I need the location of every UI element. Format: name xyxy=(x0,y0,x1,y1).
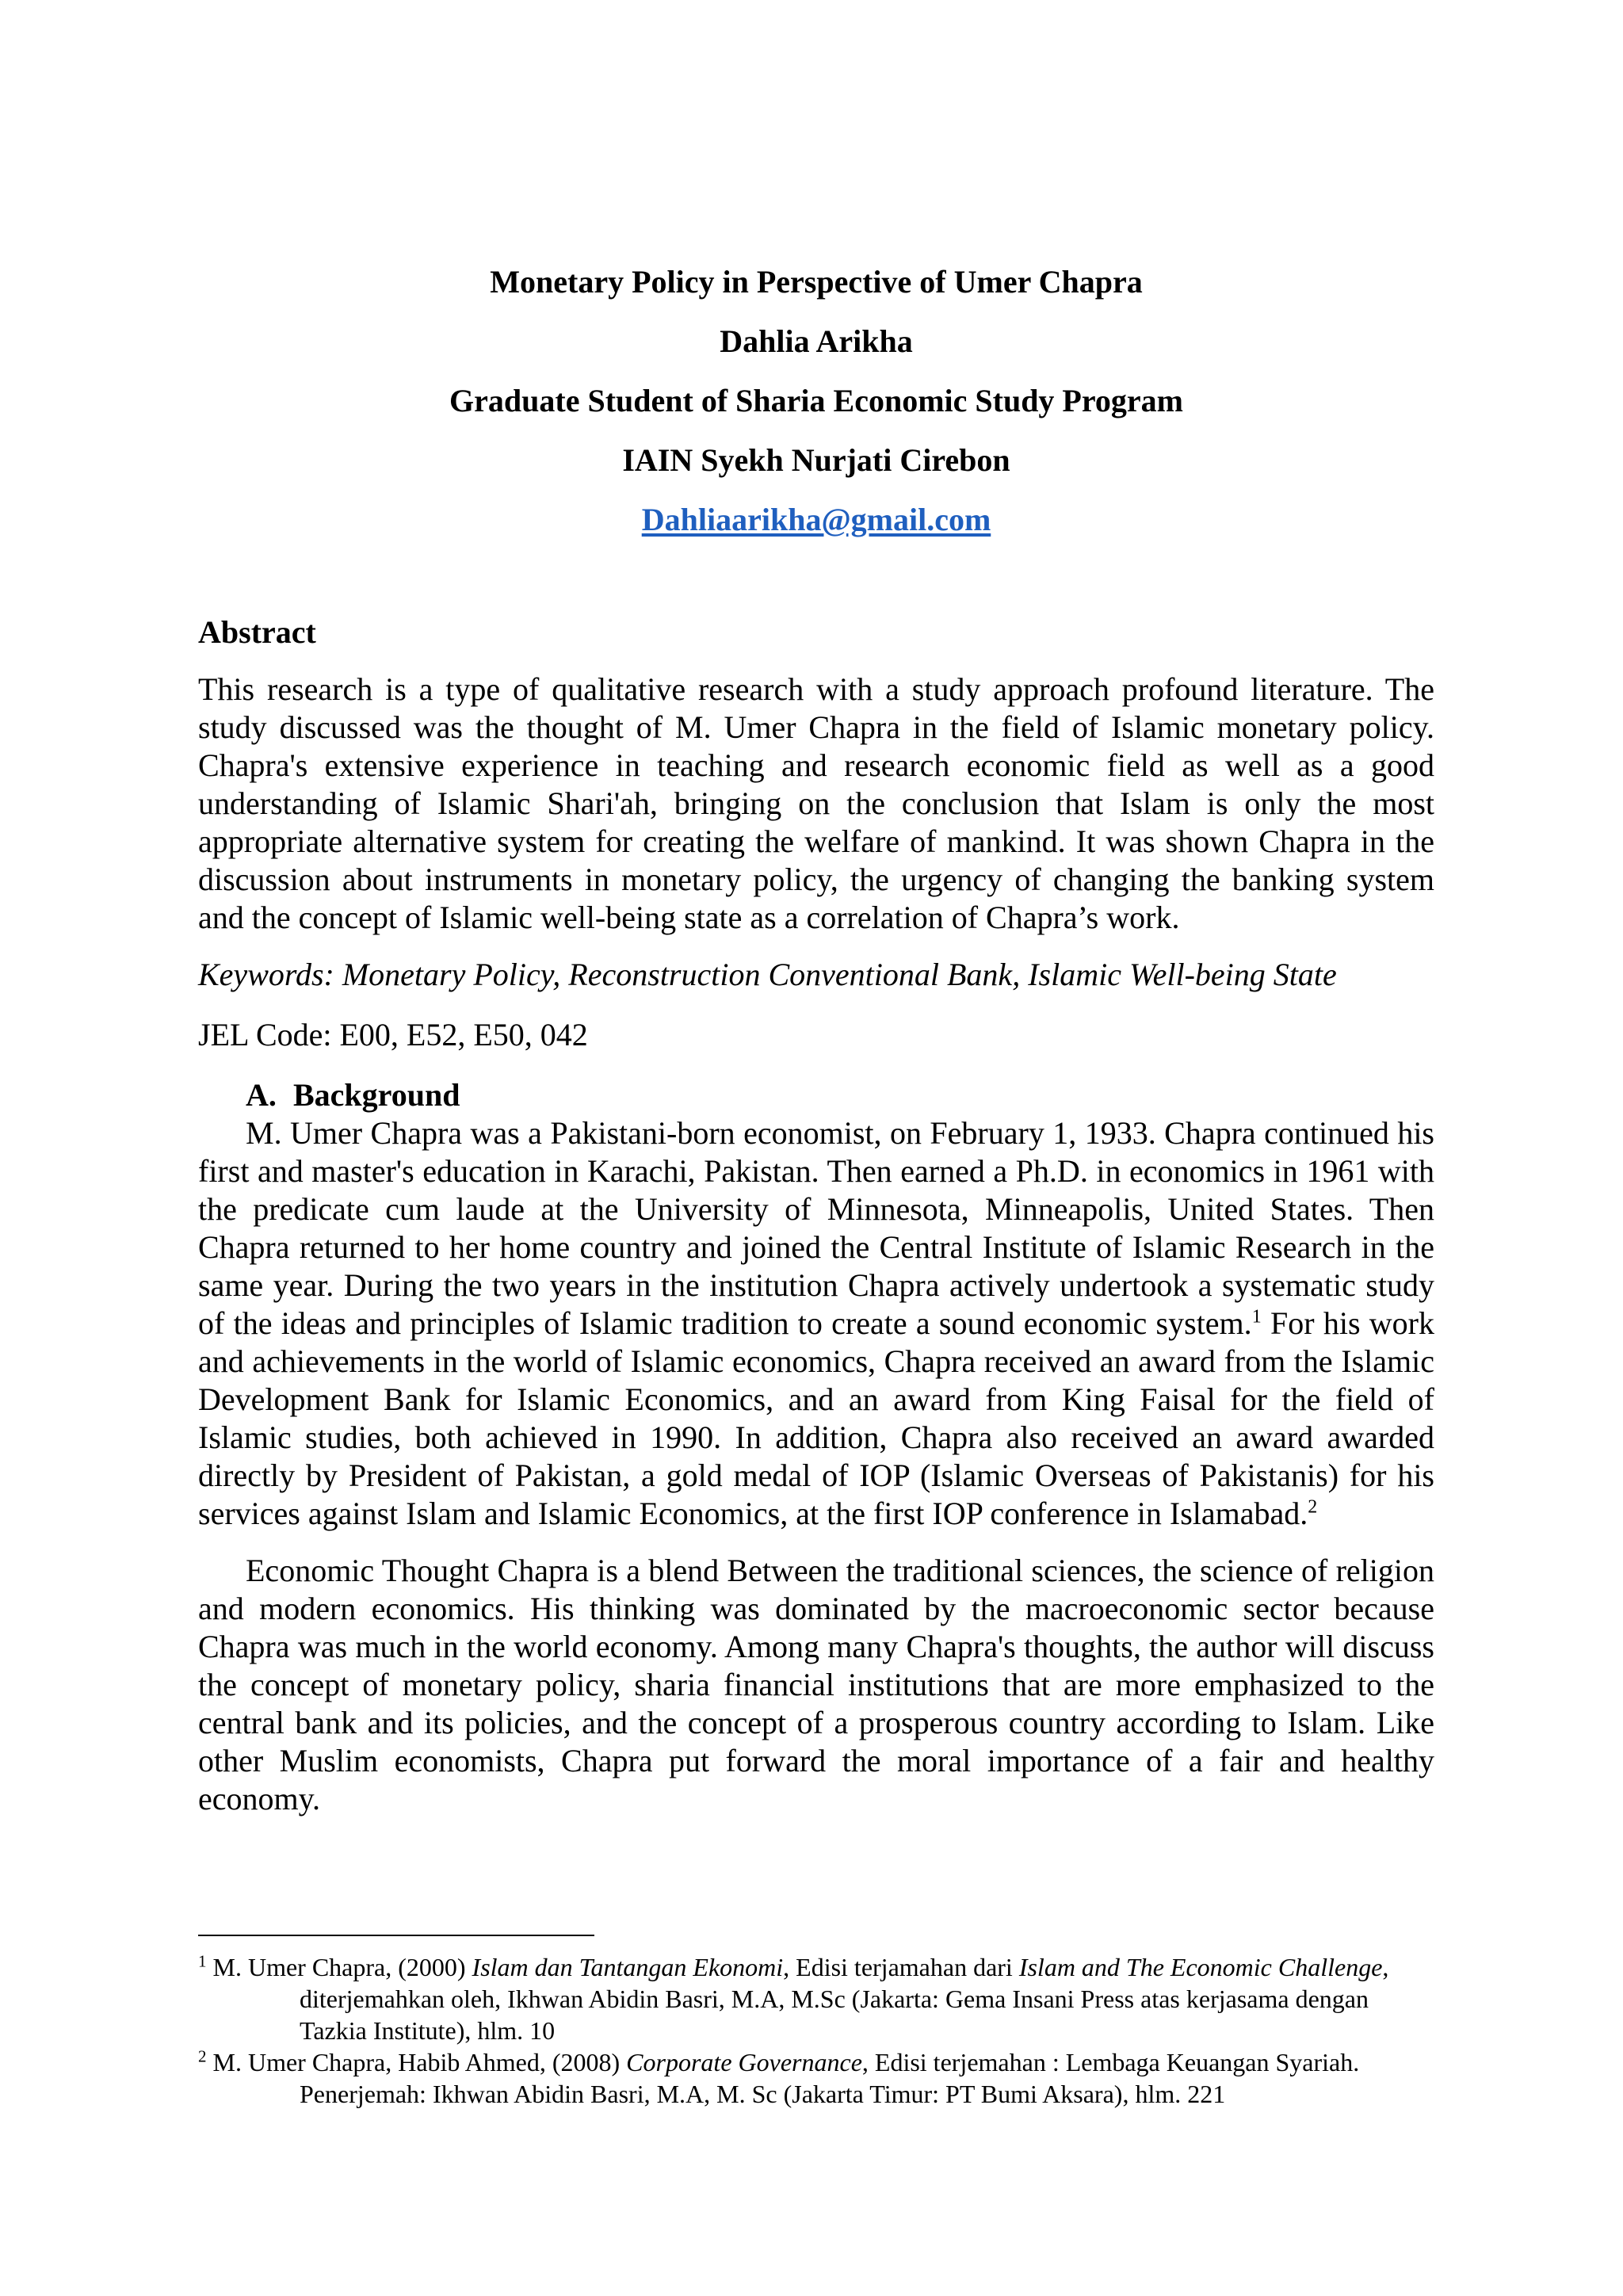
keywords-line: Keywords: Monetary Policy, Reconstruction Conventional Bank, Islamic Well-being State xyxy=(198,957,1337,992)
author-affiliation: Graduate Student of Sharia Economic Study Program xyxy=(449,383,1183,418)
footnote-2-tail: , Edisi terjemahan : Lembaga Keuangan Syariah. Penerjemah: Ikhwan Abidin Basri, M.A, M. Sc (Jakarta Timur: PT Bumi Aksara), hlm. 221 xyxy=(300,2048,1360,2108)
footnote-2-lead: M. Umer Chapra, Habib Ahmed, (2008) xyxy=(206,2048,627,2076)
author-institution: IAIN Syekh Nurjati Cirebon xyxy=(622,442,1010,478)
section-heading-background xyxy=(246,1076,1434,1114)
author-name: Dahlia Arikha xyxy=(720,323,913,359)
footnote-1-tail: , diterjemahkan oleh, Ikhwan Abidin Basri, M.A, M.Sc (Jakarta: Gema Insani Press atas kerjasama dengan Tazkia Institute), hlm. 10 xyxy=(300,1953,1389,2045)
abstract-text: This research is a type of qualitative research with a study approach profound literature. The study discussed was the thought of M. Umer Chapra in the field of Islamic monetary policy. Chapra's extensive experience in teaching and research economic field as well as a good understanding of Islamic Shari'ah, bringing on the conclusion that Islam is only the most appropriate alternative system for creating the welfare of mankind. It was shown Chapra in the discussion about instruments in monetary policy, the urgency of changing the banking system and the concept of Islamic well-being state as a correlation of Chapra’s work. xyxy=(198,671,1434,935)
footnote-1-title: Islam dan Tantangan Ekonomi xyxy=(472,1953,784,1981)
section-title: Background xyxy=(293,1077,460,1113)
footnote-ref-1[interactable]: 1 xyxy=(1251,1306,1262,1328)
paragraph-1-text-b: For his work and achievements in the world of Islamic economics, Chapra received an award from the Islamic Development Bank for Islamic Economics, and an award from King Faisal for the field of Islamic studies, both achieved in 1990. In addition, Chapra also received an award awarded directly by President of Pakistan, a gold medal of IOP (Islamic Overseas of Pakistanis) for his services against Islam and Islamic Economics, at the first IOP conference in Islamabad. xyxy=(198,1305,1435,1531)
paragraph-1-text-a: M. Umer Chapra was a Pakistani-born economist, on February 1, 1933. Chapra continued his first and master's education in Karachi, Pakistan. Then earned a Ph.D. in economics in 1961 with the predicate cum laude at the University of Minnesota, Minneapolis, United States. Then Chapra returned to her home country and joined the Central Institute of Islamic Research in the same year. During the two years in the institution Chapra actively undertook a systematic study of the ideas and principles of Islamic tradition to create a sound economic system. xyxy=(198,1115,1434,1341)
footnote-separator xyxy=(198,1935,594,1936)
footnote-1-title-2: Islam and The Economic Challenge xyxy=(1018,1953,1383,1981)
main-content xyxy=(198,610,1434,1818)
footnote-2 xyxy=(198,2046,1434,2110)
footnotes-section xyxy=(198,1951,1434,2110)
title-block xyxy=(198,252,1434,549)
paper-title: Monetary Policy in Perspective of Umer Chapra xyxy=(490,264,1143,300)
footnote-2-title: Corporate Governance xyxy=(626,2048,862,2076)
footnote-1 xyxy=(198,1951,1434,2046)
footnote-1-lead: M. Umer Chapra, (2000) xyxy=(206,1953,472,1981)
footnote-ref-2[interactable]: 2 xyxy=(1308,1496,1318,1518)
background-paragraph-2: Economic Thought Chapra is a blend Between the traditional sciences, the science of religion and modern economics. His thinking was dominated by the macroeconomic sector because Chapra was much in the world economy. Among many Chapra's thoughts, the author will discuss the concept of monetary policy, sharia financial institutions that are more emphasized to the central bank and its policies, and the concept of a prosperous country according to Islam. Like other Muslim economists, Chapra put forward the moral importance of a fair and healthy economy. xyxy=(198,1553,1434,1817)
footnote-2-number: 2 xyxy=(198,2046,207,2066)
background-paragraph-1 xyxy=(198,1114,1434,1533)
author-email-link[interactable]: Dahliaarikha@gmail.com xyxy=(641,502,991,537)
abstract-heading: Abstract xyxy=(198,614,316,650)
section-letter: A. xyxy=(246,1077,277,1113)
footnote-1-number: 1 xyxy=(198,1951,207,1971)
jel-code-line: JEL Code: E00, E52, E50, 042 xyxy=(198,1017,588,1052)
footnote-1-middle: , Edisi terjamahan dari xyxy=(783,1953,1019,1981)
